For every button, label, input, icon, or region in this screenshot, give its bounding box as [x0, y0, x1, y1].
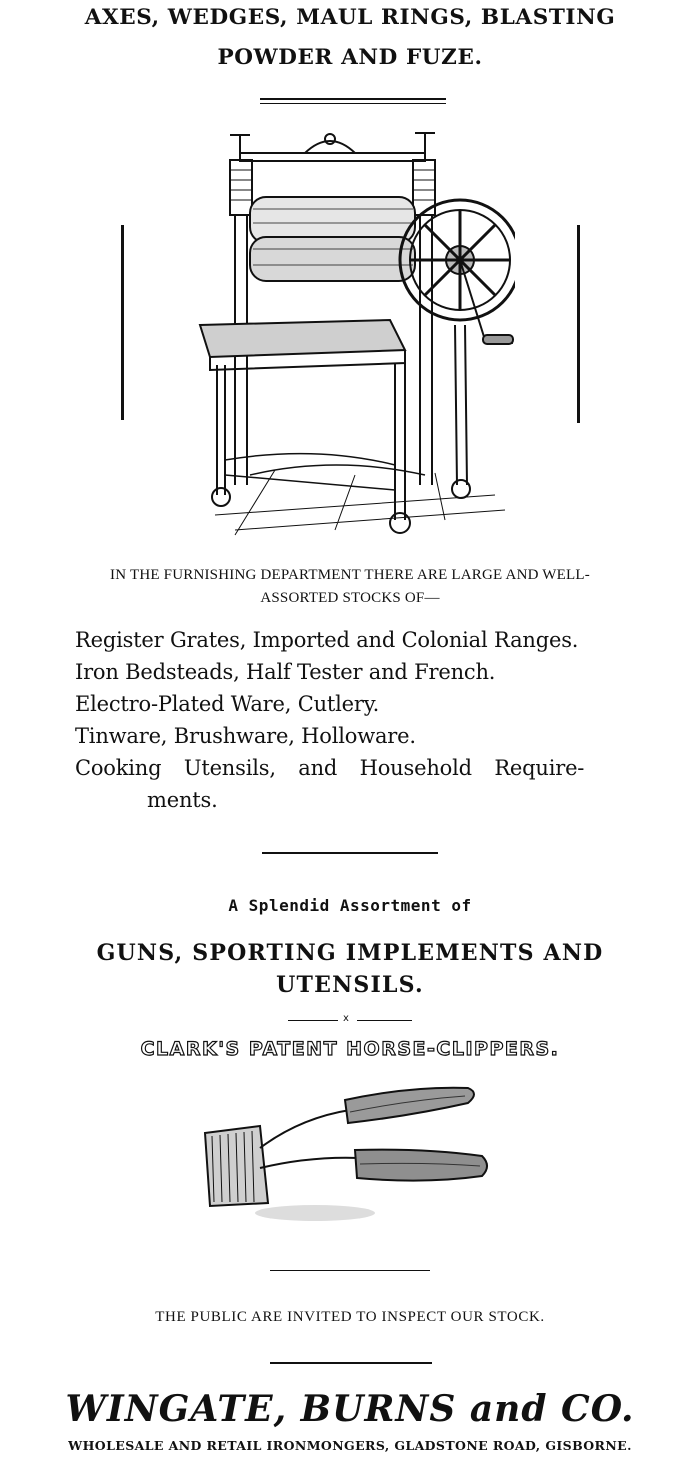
list-item: Tinware, Brushware, Holloware. — [75, 724, 416, 748]
headline-line-1: AXES, WEDGES, MAUL RINGS, BLASTING — [84, 5, 616, 30]
divider-left — [288, 1020, 338, 1021]
divider — [270, 1362, 432, 1364]
list-item: Iron Bedsteads, Half Tester and French. — [75, 660, 496, 684]
left-vertical-bar — [121, 225, 124, 420]
divider — [270, 1270, 430, 1271]
list-item-continuation: ments. — [147, 788, 218, 812]
mangle-illustration — [195, 125, 515, 550]
invitation-line: THE PUBLIC ARE INVITED TO INSPECT OUR STOCK. — [155, 1309, 545, 1325]
list-item: Cooking Utensils, and Household Require- — [75, 756, 585, 780]
furnishing-line-2: ASSORTED STOCKS OF— — [260, 590, 440, 606]
horse-clippers-illustration — [200, 1078, 495, 1228]
stock-list — [75, 624, 700, 816]
headline-line-2: POWDER AND FUZE. — [217, 45, 483, 70]
furnishing-line-1: IN THE FURNISHING DEPARTMENT THERE ARE LARGE AND WELL- — [110, 567, 590, 583]
guns-line-1: GUNS, SPORTING IMPLEMENTS AND — [96, 940, 604, 966]
clippers-heading: CLARK'S PATENT HORSE-CLIPPERS. — [140, 1038, 560, 1060]
list-item: Register Grates, Imported and Colonial Ranges. — [75, 628, 579, 652]
right-vertical-bar — [577, 225, 580, 423]
divider-mark: x — [343, 1013, 349, 1024]
guns-line-2: UTENSILS. — [276, 972, 424, 998]
divider — [262, 852, 438, 854]
list-item: Electro-Plated Ware, Cutlery. — [75, 692, 380, 716]
guns-intro: A Splendid Assortment of — [228, 896, 472, 915]
firm-name: WINGATE, BURNS and CO. — [65, 1388, 635, 1430]
divider-right — [357, 1020, 412, 1021]
firm-tagline: WHOLESALE AND RETAIL IRONMONGERS, GLADSTONE ROAD, GISBORNE. — [68, 1438, 632, 1453]
divider-double — [260, 98, 446, 104]
